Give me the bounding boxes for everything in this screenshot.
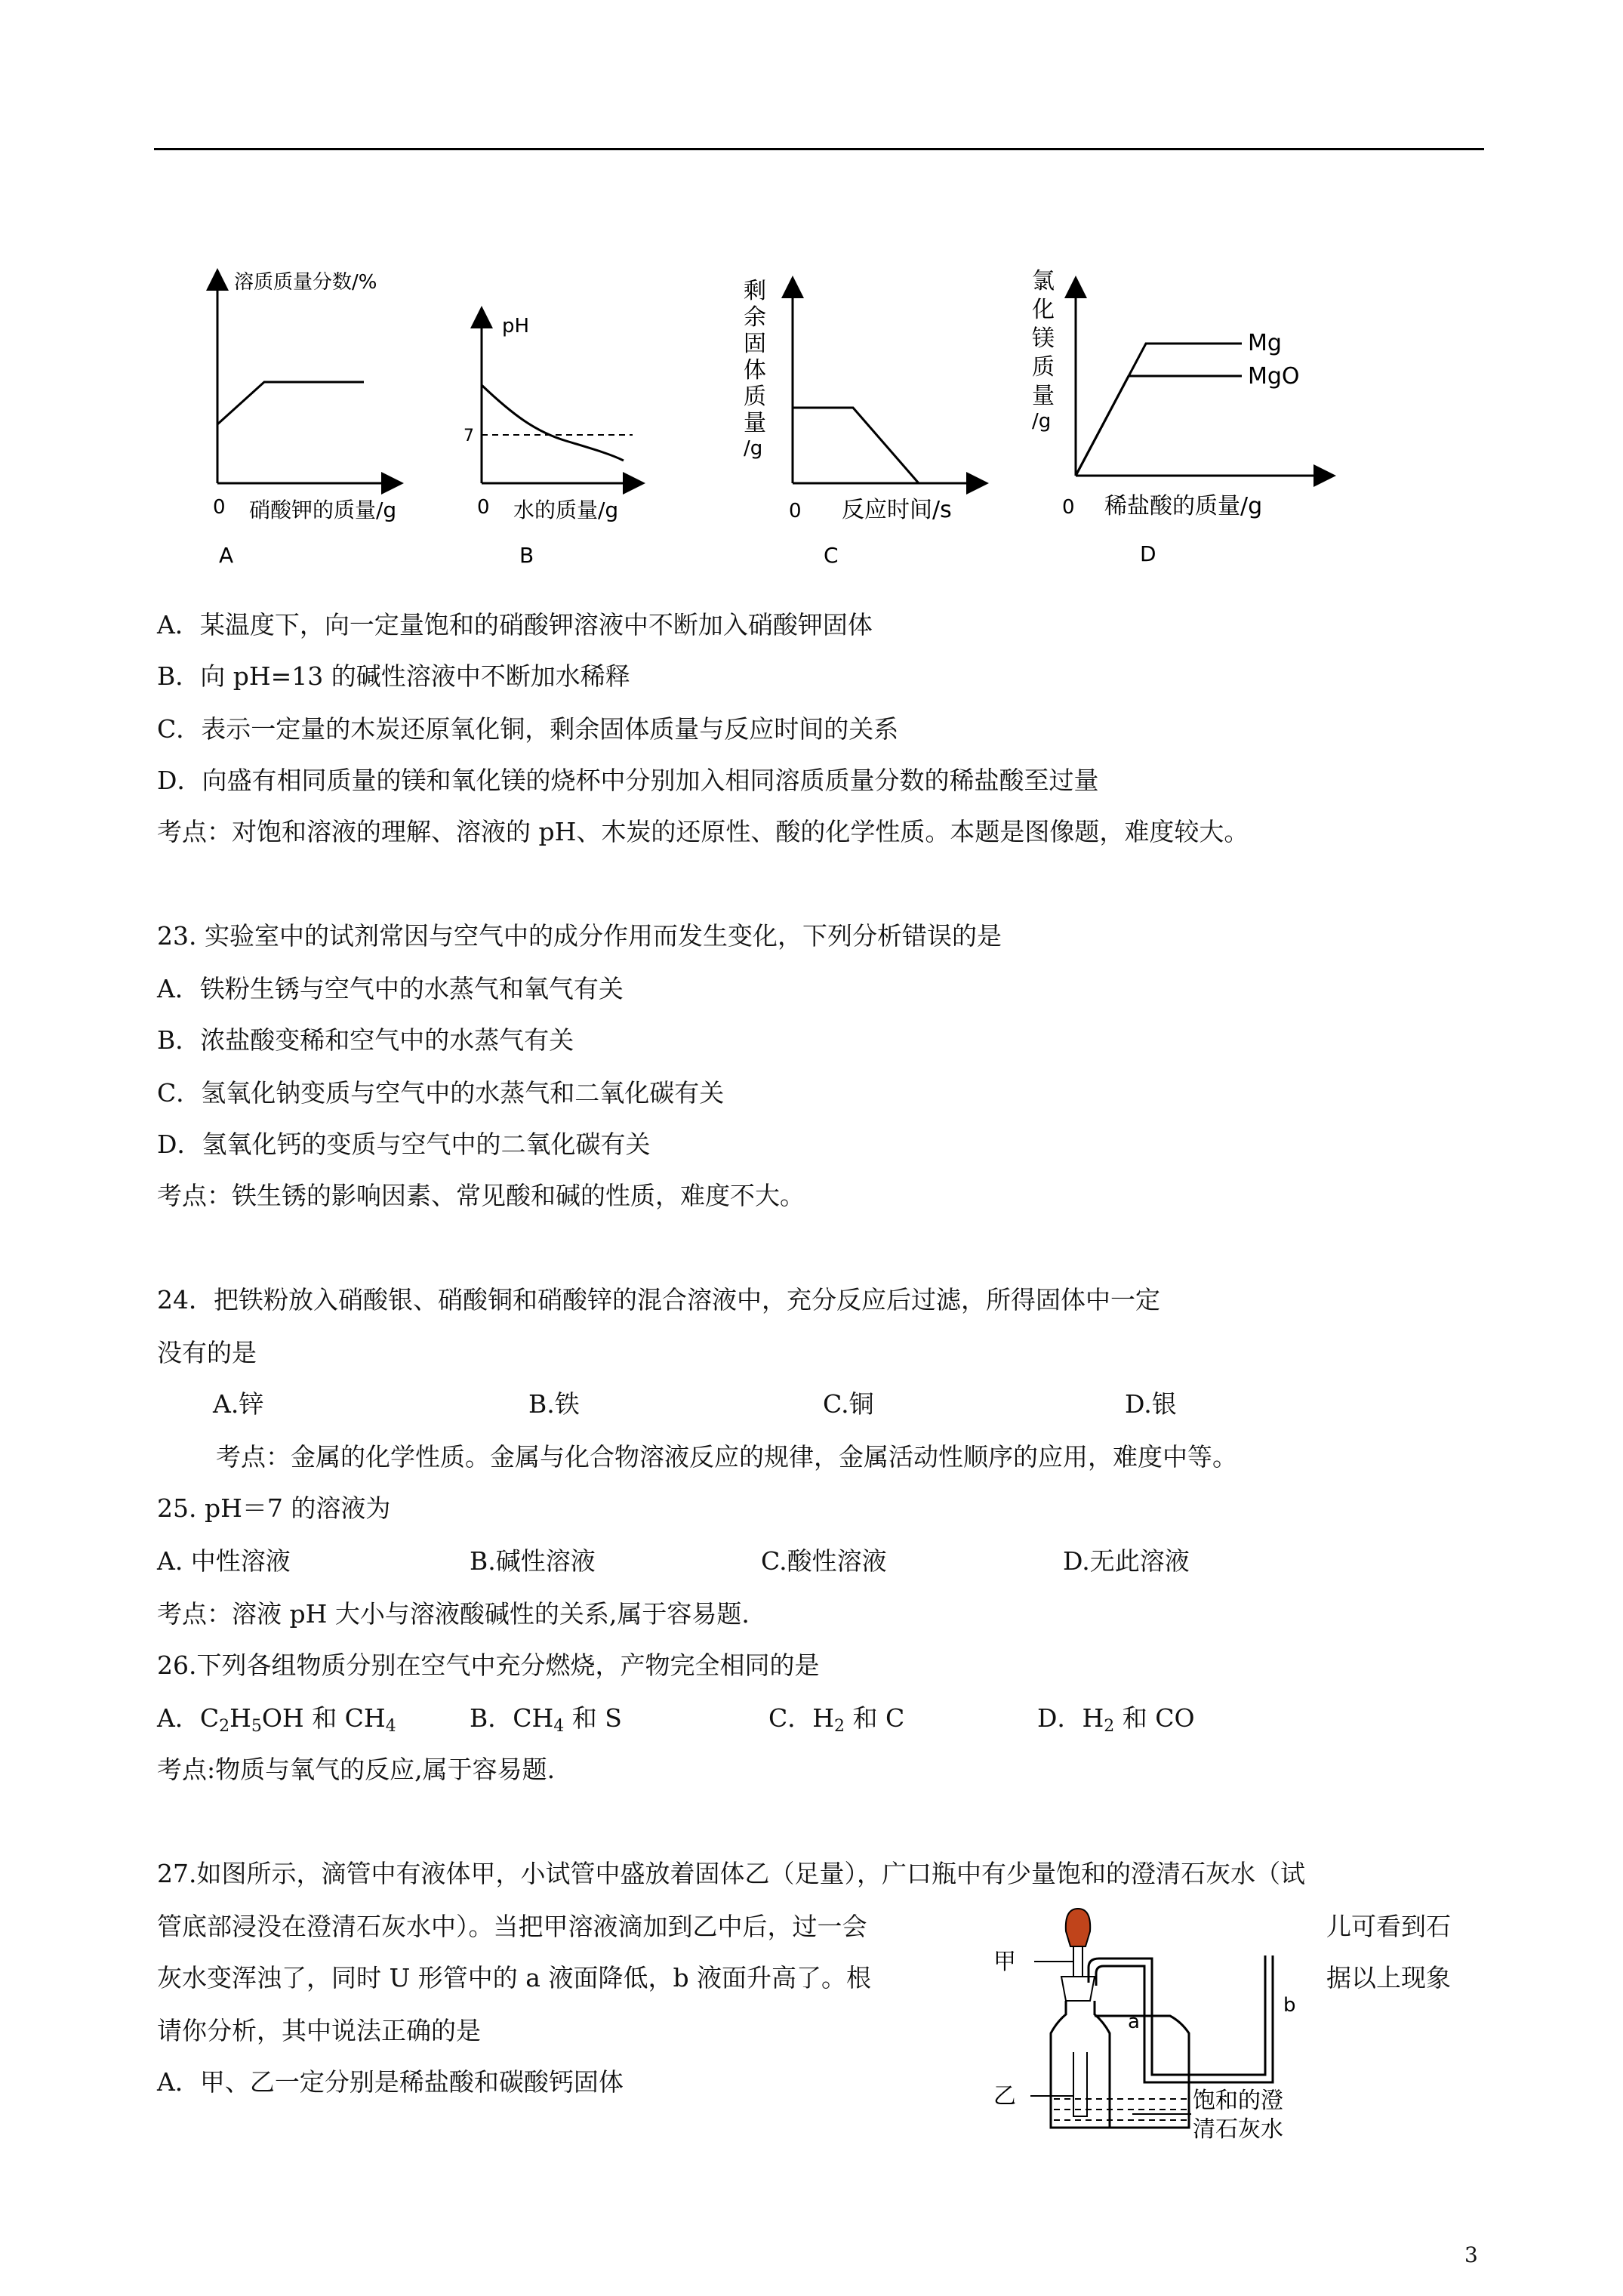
q27-line2: 管底部浸没在澄清石灰水中）。当把甲溶液滴加到乙中后，过一会 — [157, 1912, 867, 1941]
q27-line1: 27.如图所示，滴管中有液体甲，小试管中盛放着固体乙（足量），广口瓶中有少量饱和的澄清石灰水（试 — [157, 1859, 1305, 1888]
graph-b-curve — [482, 385, 624, 461]
graph-c — [736, 257, 993, 574]
graph-c-ylabel-1: 剩 — [744, 278, 766, 304]
graph-c-origin: 0 — [789, 500, 802, 522]
q24-stem-line1: 24．把铁粉放入硝酸银、硝酸铜和硝酸锌的混合溶液中，充分反应后过滤，所得固体中一定 — [157, 1285, 1160, 1314]
q26-option-b: B．$CH_4$ 和 S — [470, 1703, 622, 1736]
q23-option-b: B．浓盐酸变稀和空气中的水蒸气有关 — [157, 1025, 574, 1055]
q23-option-a: A．铁粉生锈与空气中的水蒸气和氧气有关 — [157, 974, 624, 1003]
graph-a-caption: A — [219, 543, 234, 568]
q22-option-a: A．某温度下，向一定量饱和的硝酸钾溶液中不断加入硝酸钾固体 — [157, 610, 873, 639]
header-rule — [154, 148, 1484, 150]
graph-c-curve — [793, 408, 919, 483]
q24-option-a: A.锌 — [213, 1389, 264, 1419]
q25-option-c: C.酸性溶液 — [761, 1546, 887, 1576]
graph-d-label-mg: Mg — [1248, 330, 1282, 356]
graph-c-ylabel-5: 质 — [744, 384, 766, 410]
graph-b — [463, 257, 649, 574]
q26-stem: 26.下列各组物质分别在空气中充分燃烧，产物完全相同的是 — [157, 1650, 820, 1680]
graph-d-curve-mg — [1076, 344, 1242, 476]
graph-c-ylabel-6: 量 — [744, 410, 766, 436]
graph-c-ylabel-7: /g — [744, 437, 763, 460]
u-tube-label-b: b — [1283, 1994, 1296, 2017]
q25-option-a: A. 中性溶液 — [157, 1546, 291, 1576]
q26-note: 考点:物质与氧气的反应,属于容易题. — [157, 1755, 556, 1784]
graph-d-ylabel-5: 量 — [1032, 383, 1055, 409]
graph-b-xlabel: 水的质量/g — [513, 498, 619, 522]
q27-line3-right: 据以上现象 — [1326, 1963, 1451, 1992]
graph-d-xlabel: 稀盐酸的质量/g — [1104, 493, 1263, 519]
u-tube-label-a: a — [1128, 2011, 1140, 2033]
q23-note: 考点：铁生锈的影响因素、常见酸和碱的性质，难度不大。 — [157, 1181, 805, 1210]
graph-b-ylabel: pH — [502, 315, 530, 337]
graph-d-ylabel-4: 质 — [1032, 354, 1055, 381]
graph-a — [204, 257, 430, 574]
q27-option-a: A．甲、乙一定分别是稀盐酸和碳酸钙固体 — [157, 2067, 624, 2097]
graph-d-ylabel-6: /g — [1032, 410, 1052, 433]
q22-option-d: D．向盛有相同质量的镁和氧化镁的烧杯中分别加入相同溶质质量分数的稀盐酸至过量 — [157, 766, 1099, 795]
q25-option-b: B.碱性溶液 — [470, 1546, 596, 1576]
graph-d-ylabel-2: 化 — [1032, 297, 1055, 323]
q27-line2-right: 儿可看到石 — [1326, 1912, 1451, 1941]
q24-note: 考点：金属的化学性质。金属与化合物溶液反应的规律，金属活动性顺序的应用，难度中等。 — [216, 1442, 1237, 1472]
q22-option-c: C．表示一定量的木炭还原氧化铜，剩余固体质量与反应时间的关系 — [157, 714, 899, 744]
bottle-icon — [1051, 2001, 1110, 2128]
graph-d-ylabel-1: 氯 — [1032, 268, 1055, 294]
graph-d-caption: D — [1140, 541, 1156, 566]
page-number: 3 — [1464, 2242, 1478, 2267]
q25-option-d: D.无此溶液 — [1063, 1546, 1190, 1576]
q24-stem-line2: 没有的是 — [157, 1338, 257, 1367]
graph-c-ylabel-4: 体 — [744, 357, 766, 384]
graph-b-origin: 0 — [477, 496, 490, 519]
q23-stem: 23. 实验室中的试剂常因与空气中的成分作用而发生变化，下列分析错误的是 — [157, 921, 1002, 951]
graph-c-ylabel-2: 余 — [744, 304, 766, 331]
q26-option-a: A．$C_2H_5OH$ 和 $CH_4$ — [157, 1703, 396, 1736]
graph-c-caption: C — [824, 543, 839, 568]
q27-line4: 请你分析，其中说法正确的是 — [157, 2016, 481, 2045]
yi-label: 乙 — [993, 2083, 1016, 2110]
graph-a-origin: 0 — [213, 496, 226, 519]
q26-option-d: D．$H_2$ 和 CO — [1037, 1703, 1195, 1736]
graph-d-label-mgo: MgO — [1248, 363, 1300, 390]
graph-d — [1023, 257, 1340, 574]
graph-c-xlabel: 反应时间/s — [842, 497, 952, 523]
small-test-tube-icon — [1073, 2052, 1087, 2116]
q27-apparatus-figure — [989, 1901, 1321, 2143]
q24-option-d: D.银 — [1125, 1389, 1177, 1419]
q24-option-b: B.铁 — [528, 1389, 580, 1419]
q23-option-d: D．氢氧化钙的变质与空气中的二氧化碳有关 — [157, 1130, 651, 1159]
graph-d-curve-mgo — [1076, 376, 1242, 476]
dropper-bulb-icon — [1066, 1909, 1090, 1946]
q22-note: 考点：对饱和溶液的理解、溶液的 pH、木炭的还原性、酸的化学性质。本题是图像题，难度较大。 — [157, 817, 1249, 846]
q22-option-b: B．向 pH=13 的碱性溶液中不断加水稀释 — [157, 661, 630, 691]
limewater-label-2: 清石灰水 — [1193, 2116, 1283, 2143]
q26-option-c: C．$H_2$ 和 C — [768, 1703, 905, 1736]
jia-label: 甲 — [993, 1949, 1016, 1975]
q27-line3: 灰水变浑浊了，同时 U 形管中的 a 液面降低，b 液面升高了。根 — [157, 1963, 872, 1992]
graph-c-ylabel-3: 固 — [744, 331, 766, 357]
graph-d-ylabel-3: 镁 — [1032, 325, 1055, 352]
graph-d-origin: 0 — [1062, 496, 1075, 519]
graph-b-ref-label: 7 — [463, 427, 474, 445]
graph-b-caption: B — [519, 543, 534, 568]
q23-option-c: C．氢氧化钠变质与空气中的水蒸气和二氧化碳有关 — [157, 1078, 725, 1108]
q25-note: 考点：溶液 pH 大小与溶液酸碱性的关系,属于容易题. — [157, 1599, 750, 1629]
graph-a-xlabel: 硝酸钾的质量/g — [249, 498, 397, 522]
limewater-label-1: 饱和的澄 — [1193, 2088, 1283, 2114]
graph-a-curve — [217, 382, 364, 424]
q24-option-c: C.铜 — [823, 1389, 874, 1419]
q25-stem: 25. pH＝7 的溶液为 — [157, 1493, 391, 1523]
graph-a-ylabel: 溶质质量分数/% — [234, 271, 377, 294]
